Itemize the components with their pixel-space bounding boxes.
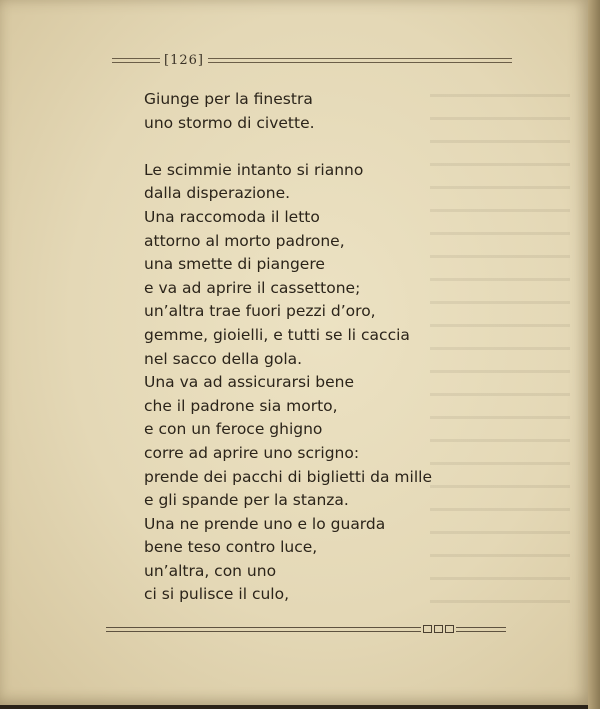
poem-line: Una ne prende uno e lo guarda	[144, 514, 386, 533]
poem-line: prende dei pacchi di biglietti da mille	[144, 467, 432, 486]
poem-line: nel sacco della gola.	[144, 349, 303, 368]
poem-line: ci si pulisce il culo,	[144, 585, 290, 604]
stanza-break	[144, 135, 464, 159]
page-footer	[106, 622, 506, 636]
three-squares-ornament-icon	[421, 625, 456, 633]
poem-line: e con un feroce ghigno	[144, 420, 323, 439]
poem-line: e va ad aprire il cassettone;	[144, 278, 361, 297]
header-rule-left	[112, 58, 160, 63]
poem-line: una smette di piangere	[144, 255, 325, 274]
poem-line: e gli spande per la stanza.	[144, 491, 349, 510]
page-header	[112, 50, 512, 70]
page-number: [126]	[164, 52, 204, 68]
poem-line: attorno al morto padrone,	[144, 231, 345, 250]
poem-line: uno stormo di civette.	[144, 113, 315, 132]
poem-line: dalla disperazione.	[144, 184, 291, 203]
poem-line: Una va ad assicurarsi bene	[144, 373, 355, 392]
book-spine-edge	[588, 0, 600, 709]
poem-text	[144, 88, 464, 607]
header-rule-right	[208, 58, 512, 63]
poem-line: Giunge per la finestra	[144, 90, 313, 108]
poem-line: che il padrone sia morto,	[144, 396, 338, 415]
poem-line: bene teso contro luce,	[144, 538, 318, 557]
footer-rule	[106, 627, 421, 632]
poem-line: Le scimmie intanto si rianno	[144, 160, 364, 179]
poem-line: Una raccomoda il letto	[144, 207, 320, 226]
poem-line: gemme, gioielli, e tutti se li caccia	[144, 325, 410, 344]
poem-line: un’altra trae fuori pezzi d’oro,	[144, 302, 376, 321]
poem-line: un’altra, con uno	[144, 561, 277, 580]
poem-line: corre ad aprire uno scrigno:	[144, 443, 360, 462]
footer-rule-tail	[456, 627, 506, 632]
